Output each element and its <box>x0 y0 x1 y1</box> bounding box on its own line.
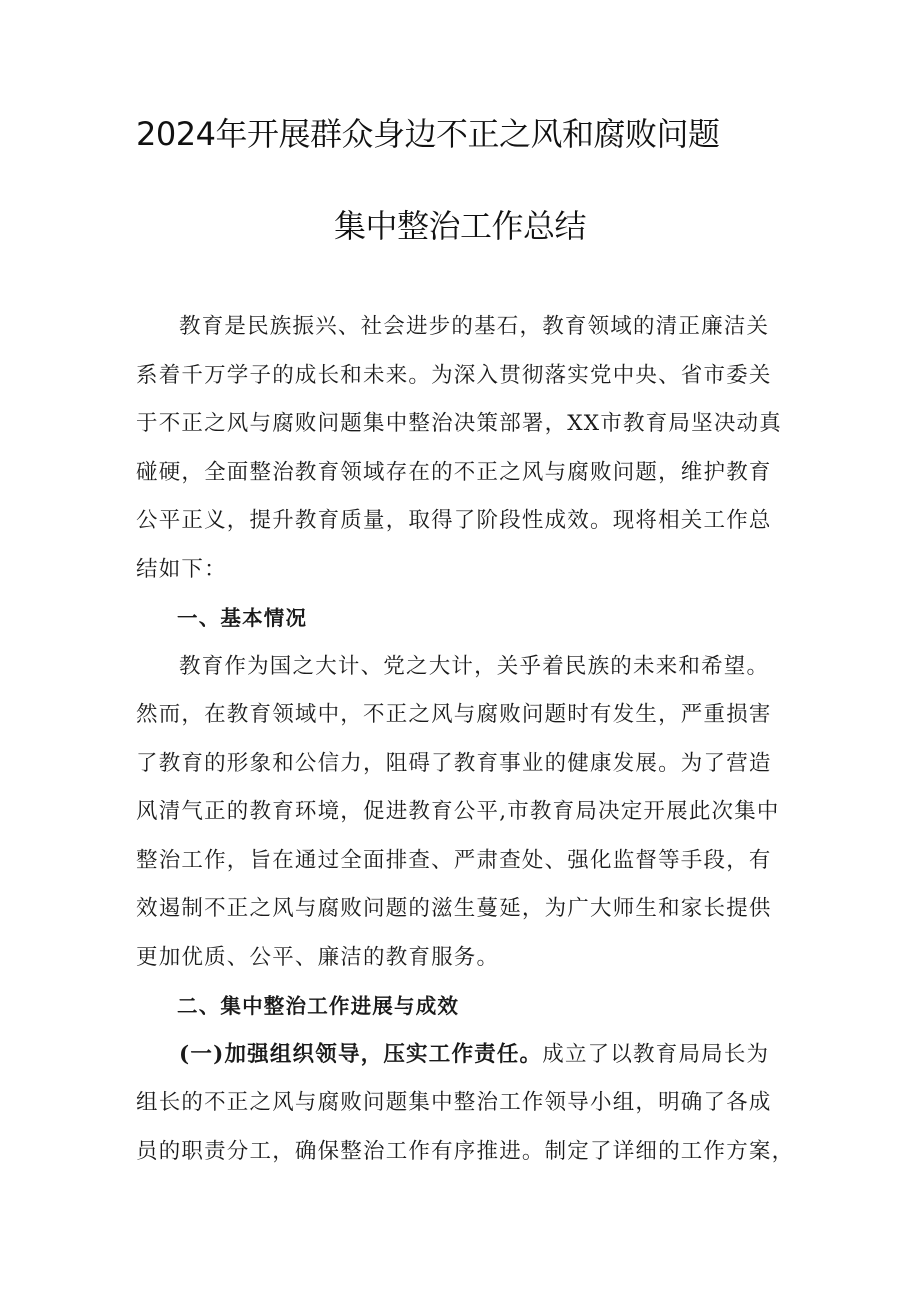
subsection-1-paragraph <box>136 1031 796 1177</box>
section-1-paragraph: 教育作为国之大计、党之大计，关乎着民族的未来和希望。 然而，在教育领域中，不正之风与腐败问题时有发生，严重损害 了教育的形象和公信力，阻碍了教育事业的健康发展。为了营造 风清气正的教育环境，促进教育公平,市教育局决定开展此次集中 整治工作，旨在通过全面排查、严肃查处、强化监督等手段，有 效遏制不正之风与腐败问题的滋生蔓延，为广大师生和家长提供 更加优质、公平、廉洁的教育服务。 <box>136 653 780 970</box>
section-2-heading: 二、集中整治工作进展与成效 <box>177 994 460 1018</box>
intro-paragraph: 教育是民族振兴、社会进步的基石，教育领域的清正廉洁关 系着千万学子的成长和未来。为深入贯彻落实党中央、省市委关 于不正之风与腐败问题集中整治决策部署，XX市教育局坚决动真 碰硬，全面整治教育领域存在的不正之风与腐败问题，维护教育 公平正义，提升教育质量，取得了阶段性成效。现将相关工作总 结如下： <box>136 314 782 582</box>
document-title-line-1: 2024年开展群众身边不正之风和腐败问题 <box>136 115 720 153</box>
section-1-heading: 一、基本情况 <box>177 606 308 630</box>
subsection-1-text: 成立了以教育局局长为 组长的不正之风与腐败问题集中整治工作领导小组，明确了各成 员的职责分工，确保整治工作有序推进。制定了详细的工作方案， <box>136 1041 795 1164</box>
document-body <box>136 303 796 1176</box>
document-title-line-2: 集中整治工作总结 <box>333 207 586 245</box>
subsection-1-lead: (一)加强组织领导，压实工作责任。 <box>179 1041 543 1067</box>
